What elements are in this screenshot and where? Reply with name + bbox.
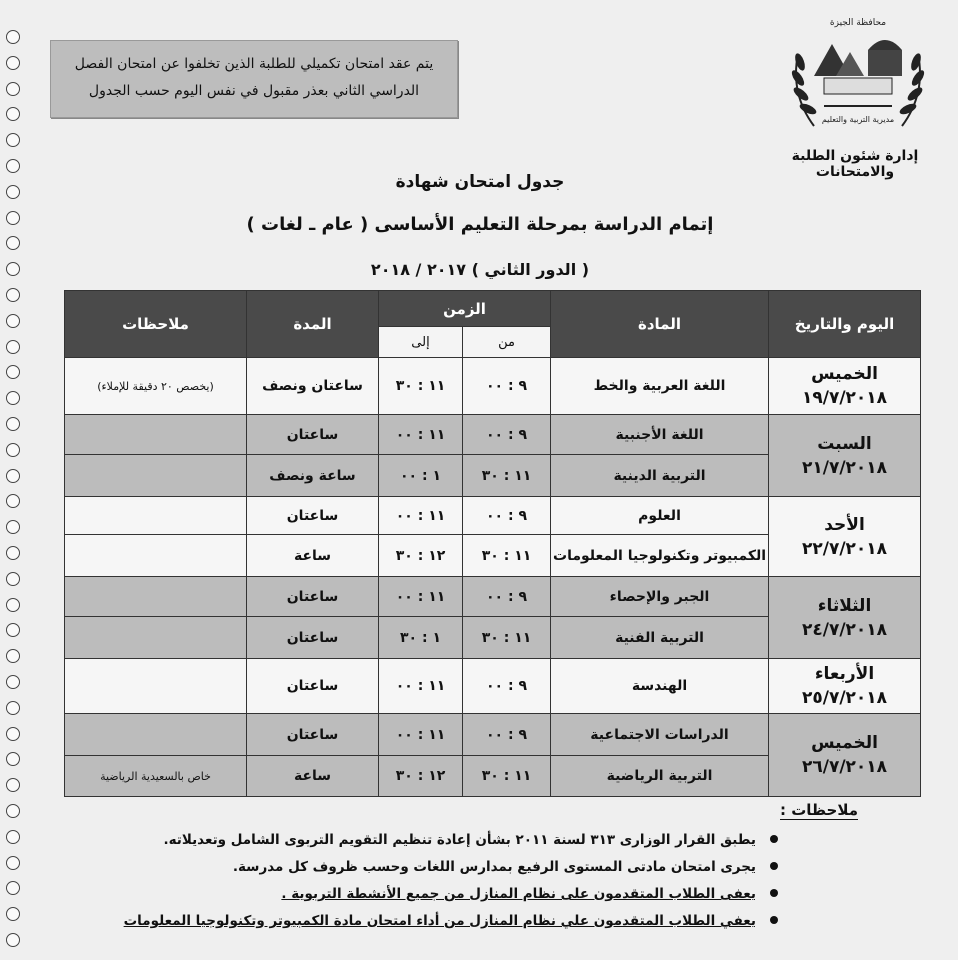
list-item (80, 882, 780, 909)
from-cell: ١١ : ٣٠ (463, 455, 551, 497)
from-cell: ١١ : ٣٠ (463, 535, 551, 577)
day-name: الأربعاء (814, 664, 875, 684)
day-name: الخميس (811, 733, 878, 753)
binding-ring (6, 159, 20, 173)
subject-cell: العلوم (551, 497, 769, 535)
from-cell: ٩ : ٠٠ (463, 714, 551, 756)
binding-ring (6, 933, 20, 947)
subject-cell: الكمبيوتر وتكنولوجيا المعلومات (551, 535, 769, 577)
day-cell (769, 577, 921, 659)
binding-ring (6, 881, 20, 895)
note-cell (65, 415, 247, 455)
note-cell (65, 577, 247, 617)
remarks-title: ملاحظات : (780, 801, 859, 819)
binding-ring (6, 701, 20, 715)
duration-cell: ساعتان (247, 577, 379, 617)
binding-ring (6, 262, 20, 276)
binding-ring (6, 727, 20, 741)
binding-ring (6, 675, 20, 689)
binding-ring (6, 82, 20, 96)
bullet-icon (770, 916, 778, 924)
note-cell: خاص بالسعيدية الرياضية (65, 756, 247, 797)
day-date: ٢١/٧/٢٠١٨ (801, 457, 888, 478)
header-time: الزمن (379, 291, 551, 327)
binding-ring (6, 211, 20, 225)
binding-ring (6, 778, 20, 792)
duration-cell: ساعتان (247, 659, 379, 714)
from-cell: ٩ : ٠٠ (463, 415, 551, 455)
binding-ring (6, 56, 20, 70)
header-to: إلى (379, 327, 463, 358)
list-item (80, 855, 780, 882)
logo-bottom-text: مديرية التربية والتعليم (821, 115, 895, 124)
spiral-binding (4, 30, 24, 960)
from-cell: ١١ : ٣٠ (463, 617, 551, 659)
binding-ring (6, 804, 20, 818)
to-cell: ١١ : ٣٠ (379, 358, 463, 415)
binding-ring (6, 830, 20, 844)
binding-ring (6, 649, 20, 663)
binding-ring (6, 623, 20, 637)
remark-text: يطبق القرار الوزارى ٣١٣ لسنة ٢٠١١ بشأن إعادة تنظيم التقويم التربوى الشامل وتعديلاته. (163, 832, 756, 848)
bullet-icon (770, 862, 778, 870)
remark-text: يعفى الطلاب المتقدمون على نظام المنازل من جميع الأنشطة التربوية . (281, 886, 756, 902)
day-date: ٢٢/٧/٢٠١٨ (801, 538, 888, 559)
header-duration: المدة (247, 291, 379, 358)
table-row (65, 497, 921, 535)
binding-ring (6, 752, 20, 766)
table-row (65, 415, 921, 455)
binding-ring (6, 288, 20, 302)
list-item (80, 828, 780, 855)
schedule-subtitle: إتمام الدراسة بمرحلة التعليم الأساسى ( عام ـ لغات ) (246, 214, 714, 235)
duration-cell: ساعتان (247, 714, 379, 756)
subject-cell: الجبر والإحصاء (551, 577, 769, 617)
binding-ring (6, 469, 20, 483)
notice-line-2: الدراسي الثاني بعذر مقبول في نفس اليوم حسب الجدول (88, 83, 420, 99)
binding-ring (6, 314, 20, 328)
day-date: ٢٦/٧/٢٠١٨ (801, 757, 888, 777)
table-row (65, 659, 921, 714)
exam-schedule-table (64, 290, 921, 797)
makeup-exam-notice (50, 40, 458, 118)
duration-cell: ساعة ونصف (247, 455, 379, 497)
binding-ring (6, 598, 20, 612)
note-cell (65, 497, 247, 535)
subject-cell: اللغة الأجنبية (551, 415, 769, 455)
list-item (80, 909, 780, 936)
binding-ring (6, 391, 20, 405)
binding-ring (6, 572, 20, 586)
duration-cell: ساعتان (247, 617, 379, 659)
to-cell: ١١ : ٠٠ (379, 714, 463, 756)
to-cell: ١ : ٣٠ (379, 617, 463, 659)
from-cell: ١١ : ٣٠ (463, 756, 551, 797)
note-cell (65, 714, 247, 756)
note-cell: (يخصص ٢٠ دقيقة للإملاء) (65, 358, 247, 415)
subject-cell: اللغة العربية والخط (551, 358, 769, 415)
day-date: ٢٤/٧/٢٠١٨ (801, 619, 888, 640)
schedule-session: ( الدور الثاني ) ٢٠١٧ / ٢٠١٨ (370, 260, 590, 279)
day-date: ١٩/٧/٢٠١٨ (801, 388, 888, 408)
binding-ring (6, 443, 20, 457)
binding-ring (6, 185, 20, 199)
to-cell: ١١ : ٠٠ (379, 497, 463, 535)
note-cell (65, 659, 247, 714)
from-cell: ٩ : ٠٠ (463, 497, 551, 535)
remark-text: يجرى امتحان مادتى المستوى الرفيع بمدارس اللغات وحسب ظروف كل مدرسة. (232, 859, 756, 875)
header-subject: المادة (551, 291, 769, 358)
binding-ring (6, 494, 20, 508)
binding-ring (6, 520, 20, 534)
to-cell: ١٢ : ٣٠ (379, 535, 463, 577)
remarks-list (80, 828, 780, 936)
day-name: الثلاثاء (817, 595, 872, 616)
subject-cell: الدراسات الاجتماعية (551, 714, 769, 756)
day-cell (769, 659, 921, 714)
logo-top-text: محافظة الجيزة (829, 18, 887, 28)
to-cell: ١١ : ٠٠ (379, 577, 463, 617)
to-cell: ١١ : ٠٠ (379, 659, 463, 714)
table-row (65, 714, 921, 756)
day-name: السبت (817, 433, 872, 454)
header-day-date: اليوم والتاريخ (769, 291, 921, 358)
binding-ring (6, 546, 20, 560)
day-name: الخميس (811, 364, 878, 384)
header-from: من (463, 327, 551, 358)
remark-text: يعفي الطلاب المتقدمون علي نظام المنازل من أداء امتحان مادة الكمبيوتر وتكنولوجيا المعلومات (123, 913, 756, 929)
notice-line-1: يتم عقد امتحان تكميلي للطلبة الذين تخلفوا عن امتحان الفصل (74, 56, 434, 72)
binding-ring (6, 417, 20, 431)
day-cell (769, 714, 921, 797)
day-date: ٢٥/٧/٢٠١٨ (801, 688, 888, 708)
binding-ring (6, 236, 20, 250)
subject-cell: الهندسة (551, 659, 769, 714)
to-cell: ١١ : ٠٠ (379, 415, 463, 455)
bullet-icon (770, 835, 778, 843)
schedule-title: جدول امتحان شهادة (395, 172, 565, 192)
binding-ring (6, 856, 20, 870)
binding-ring (6, 365, 20, 379)
from-cell: ٩ : ٠٠ (463, 358, 551, 415)
duration-cell: ساعتان (247, 415, 379, 455)
header-notes: ملاحظات (65, 291, 247, 358)
day-cell (769, 497, 921, 577)
day-cell (769, 358, 921, 415)
note-cell (65, 455, 247, 497)
duration-cell: ساعتان (247, 497, 379, 535)
from-cell: ٩ : ٠٠ (463, 659, 551, 714)
binding-ring (6, 30, 20, 44)
bullet-icon (770, 889, 778, 897)
binding-ring (6, 340, 20, 354)
day-cell (769, 415, 921, 497)
binding-ring (6, 107, 20, 121)
from-cell: ٩ : ٠٠ (463, 577, 551, 617)
department-name: إدارة شئون الطلبة والامتحانات (791, 148, 919, 180)
to-cell: ١ : ٠٠ (379, 455, 463, 497)
table-row (65, 577, 921, 617)
to-cell: ١٢ : ٣٠ (379, 756, 463, 797)
binding-ring (6, 907, 20, 921)
binding-ring (6, 133, 20, 147)
duration-cell: ساعة (247, 535, 379, 577)
note-cell (65, 535, 247, 577)
subject-cell: التربية الدينية (551, 455, 769, 497)
table-row (65, 358, 921, 415)
duration-cell: ساعتان ونصف (247, 358, 379, 415)
giza-directorate-logo (784, 14, 932, 140)
subject-cell: التربية الفنية (551, 617, 769, 659)
day-name: الأحد (824, 514, 865, 535)
note-cell (65, 617, 247, 659)
subject-cell: التربية الرياضية (551, 756, 769, 797)
duration-cell: ساعة (247, 756, 379, 797)
